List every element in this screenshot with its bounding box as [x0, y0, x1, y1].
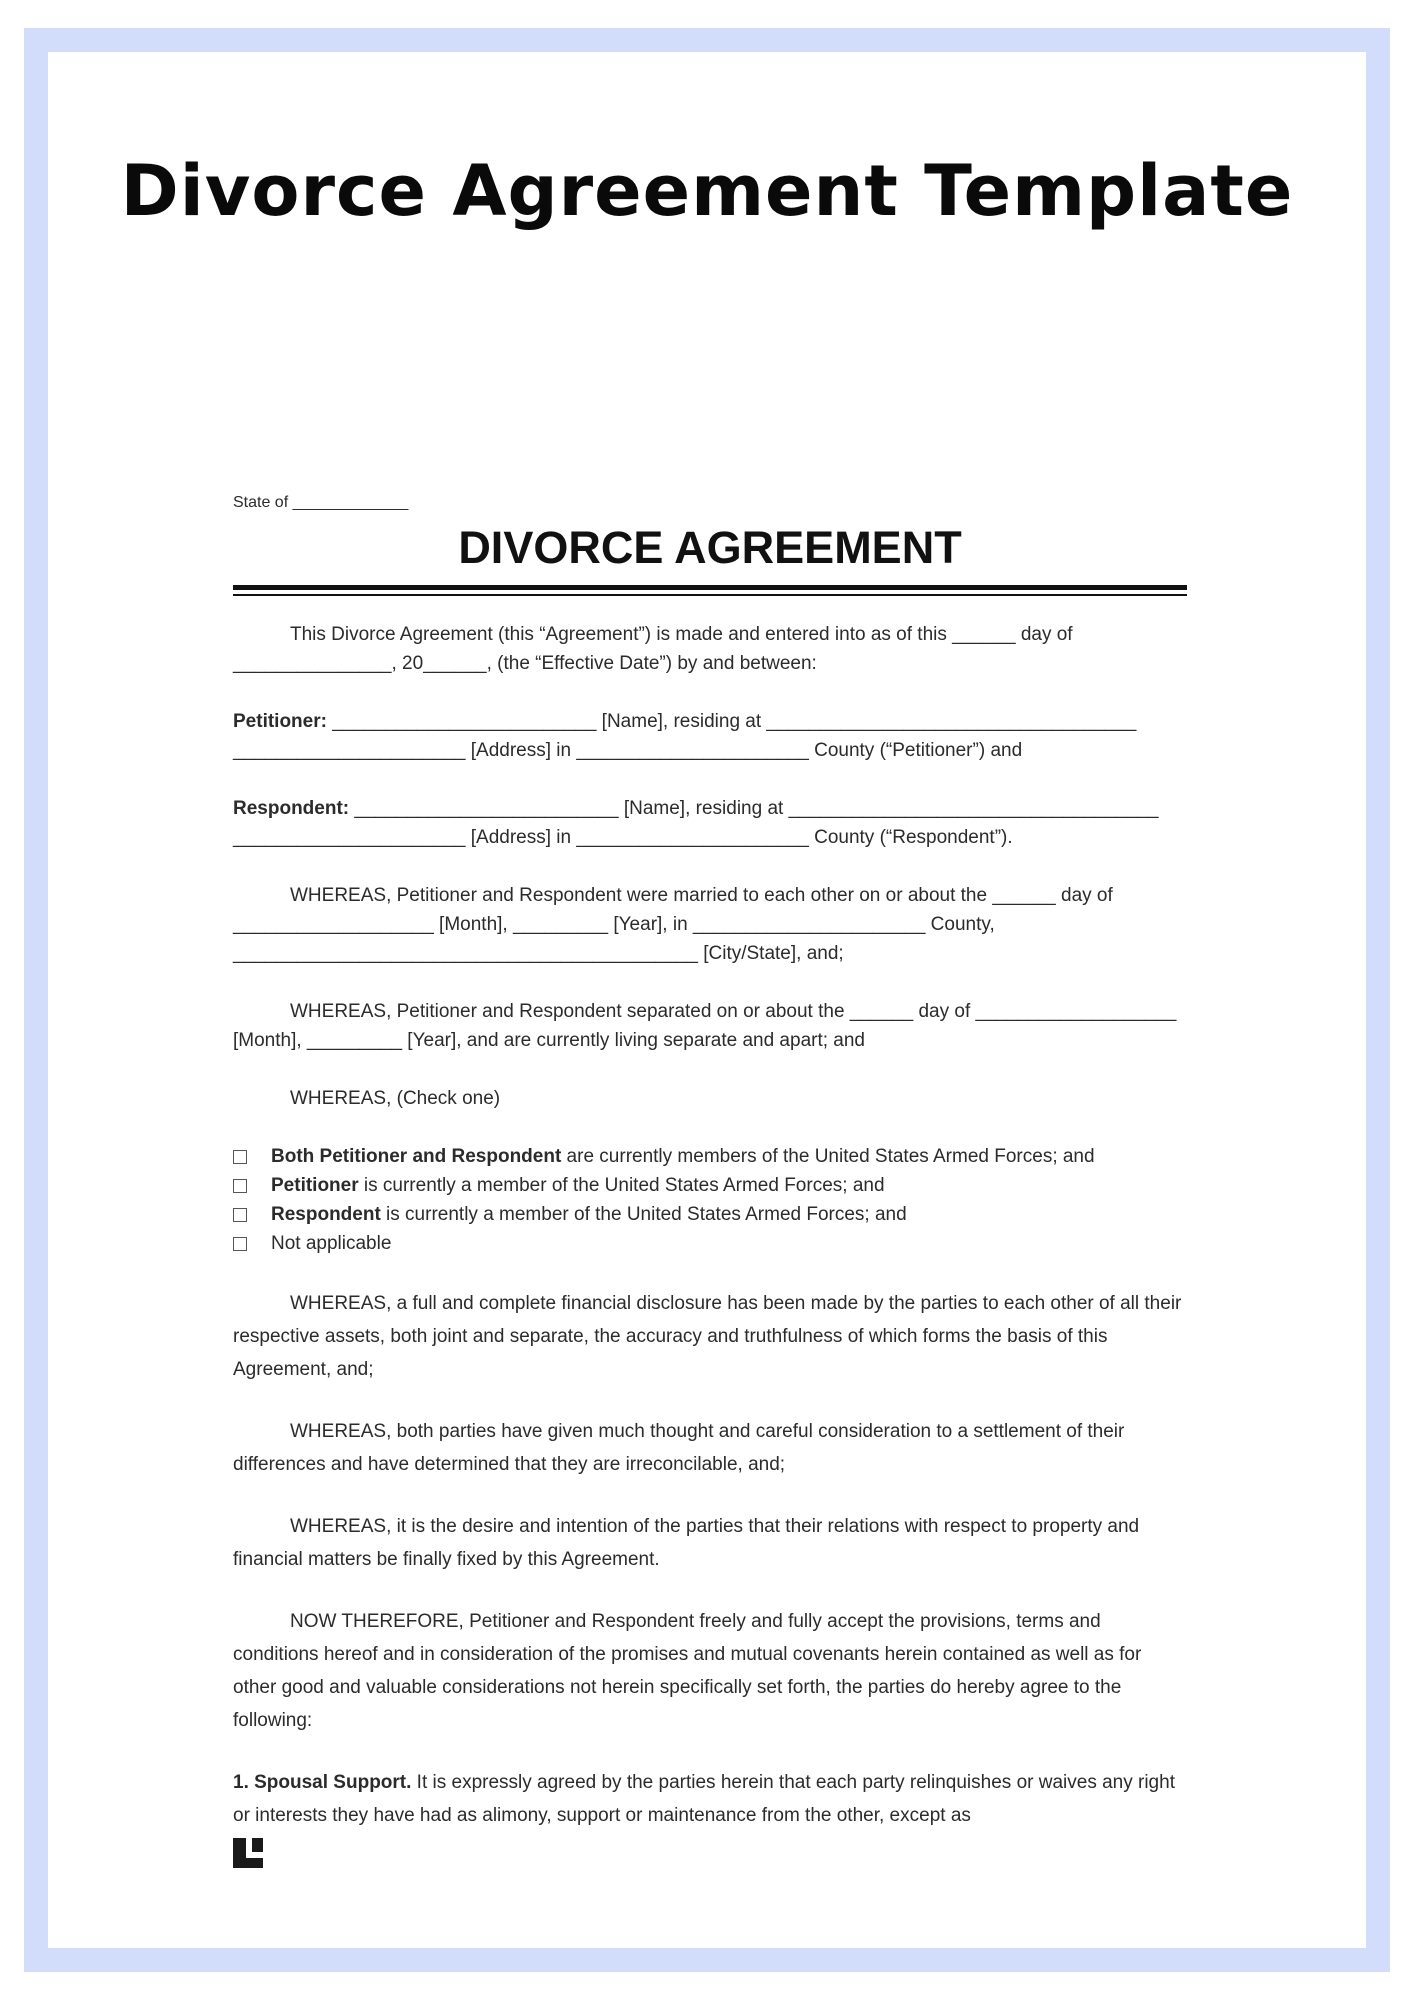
checkbox-icon[interactable] — [233, 1237, 247, 1251]
document-logo-icon — [233, 1838, 263, 1868]
whereas-irreconcilable-paragraph: WHEREAS, both parties have given much thought and careful consideration to a settlement of their differences and have determined that they are irreconcilable, and; — [233, 1421, 1125, 1475]
document-title: DIVORCE AGREEMENT — [458, 522, 962, 573]
respondent-paragraph — [233, 794, 1187, 852]
checklist-item-bold: Petitioner — [271, 1175, 359, 1196]
agreement-document — [233, 488, 1187, 1861]
checklist-item[interactable] — [233, 1171, 1187, 1200]
checklist-item[interactable] — [233, 1142, 1187, 1171]
respondent-text: _________________________ [Name], residing at ___________________________________ ______________________ [Address] in ______________________ County (“Respondent”). — [233, 798, 1159, 848]
checklist-item-text — [271, 1142, 1095, 1171]
checkbox-icon[interactable] — [233, 1179, 247, 1193]
checklist-item-text — [271, 1200, 907, 1229]
checklist-item-label: Not applicable — [271, 1233, 392, 1254]
petitioner-paragraph — [233, 707, 1187, 765]
checkbox-icon[interactable] — [233, 1150, 247, 1164]
checklist-item[interactable] — [233, 1200, 1187, 1229]
whereas-separated-paragraph: WHEREAS, Petitioner and Respondent separated on or about the ______ day of ___________________ [Month], _________ [Year], and are currently living separate and apart; and — [233, 1001, 1177, 1051]
whereas-desire-paragraph: WHEREAS, it is the desire and intention of the parties that their relations with respect to property and financial matters be finally fixed by this Agreement. — [233, 1516, 1140, 1570]
title-rule-thick — [233, 585, 1187, 590]
checklist-item-text — [271, 1229, 391, 1258]
section-1-paragraph — [233, 1766, 1187, 1832]
checklist-item-label: is currently a member of the United States Armed Forces; and — [358, 1175, 885, 1196]
checklist-item-label: are currently members of the United States Armed Forces; and — [561, 1146, 1095, 1167]
whereas-married-paragraph: WHEREAS, Petitioner and Respondent were married to each other on or about the ______ day of ___________________ [Month], _________ [Year], in ______________________ County, ____________________________________________ [City/State], and; — [233, 885, 1113, 964]
checklist-item[interactable] — [233, 1229, 1187, 1258]
checkbox-icon[interactable] — [233, 1208, 247, 1222]
armed-forces-checklist — [233, 1142, 1187, 1258]
now-therefore-paragraph: NOW THEREFORE, Petitioner and Respondent freely and fully accept the provisions, terms and conditions hereof and in consideration of the promises and mutual covenants herein contained as well as for other good and valuable considerations not herein specifically set forth, the parties do hereby agree to the following: — [233, 1611, 1142, 1731]
petitioner-text: _________________________ [Name], residing at ___________________________________ ______________________ [Address] in ______________________ County (“Petitioner”) and — [233, 711, 1137, 761]
page-title: Divorce Agreement Template — [120, 150, 1294, 232]
checklist-item-label: is currently a member of the United States Armed Forces; and — [380, 1204, 907, 1225]
whereas-disclosure-paragraph: WHEREAS, a full and complete financial disclosure has been made by the parties to each other of all their respective assets, both joint and separate, the accuracy and truthfulness of which forms the basis of this Agreement, and; — [233, 1293, 1182, 1380]
checklist-item-bold: Both Petitioner and Respondent — [271, 1146, 562, 1167]
checklist-item-bold: Respondent — [271, 1204, 381, 1225]
petitioner-label: Petitioner: — [233, 711, 327, 732]
whereas-check-paragraph: WHEREAS, (Check one) — [290, 1088, 501, 1109]
section-1-text: It is expressly agreed by the parties herein that each party relinquishes or waives any right or interests they have had as alimony, support or maintenance from the other, except as — [233, 1772, 1175, 1826]
title-rule-thin — [233, 594, 1187, 596]
state-line: State of _____________ — [233, 494, 409, 511]
respondent-label: Respondent: — [233, 798, 350, 819]
intro-paragraph: This Divorce Agreement (this “Agreement”) is made and entered into as of this ______ day of _______________, 20______, (the “Effective Date”) by and between: — [233, 624, 1073, 674]
checklist-item-text — [271, 1171, 885, 1200]
section-1-heading: 1. Spousal Support. — [233, 1772, 412, 1793]
